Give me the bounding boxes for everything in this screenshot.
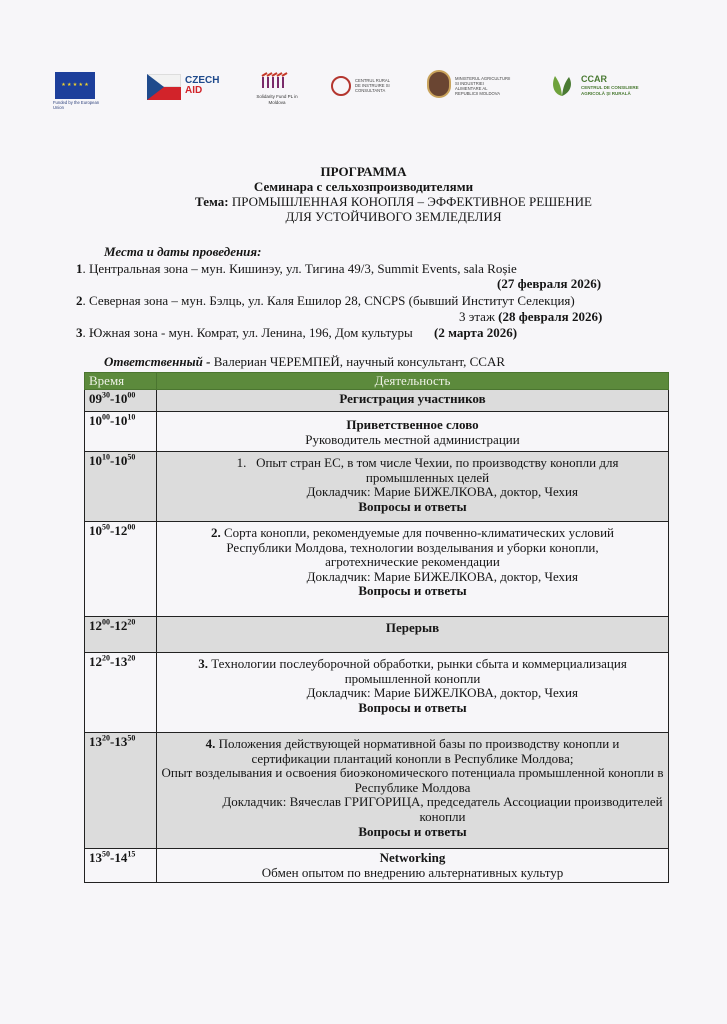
program-subtitle: Семинара с сельхозпроизводителями xyxy=(253,179,474,194)
locations-heading: Места и даты проведения: xyxy=(104,244,262,259)
logo-strip xyxy=(55,70,665,120)
location-item: 3. Южная зона - мун. Комрат, ул. Ленина, 196, Дом культуры (2 марта 2026) xyxy=(76,325,518,340)
table-row xyxy=(85,733,669,849)
program-topic xyxy=(30,195,727,209)
topic-line-2: ДЛЯ УСТОЙЧИВОГО ЗЕМЛЕДЕЛИЯ xyxy=(285,209,502,224)
table-row xyxy=(85,617,669,653)
ccar-caption: CENTRUL DE CONSILIERE AGRICOLĂ ȘI RURALĂ xyxy=(581,85,639,96)
program-table xyxy=(84,372,669,883)
table-header-row xyxy=(85,373,669,390)
table-row xyxy=(85,412,669,452)
activity-cell: 4. Положения действующей нормативной базы по производству конопли и сертификации плантаций конопли в Республике Молдова; Опыт возделывания и освоения биоэкономического потенциала промышленной конопли в Республике Молдова Докладчик: Вячеслав ГРИГОРИЦА, председатель Ассоциации производителей конопли Вопросы и ответы xyxy=(157,733,669,849)
location-date: (2 марта 2026) xyxy=(434,325,518,340)
solidarity-fund-logo xyxy=(256,70,301,118)
czech-flag-icon xyxy=(147,74,181,100)
ccar-leaf-icon xyxy=(549,72,575,98)
eu-logo xyxy=(55,70,105,118)
rural-center-logo xyxy=(331,70,401,118)
col-header-activity: Деятельность xyxy=(157,373,669,390)
location-date: 3 этаж (28 февраля 2026) xyxy=(459,309,603,324)
location-item: 2. Северная зона – мун. Бэлць, ул. Каля Ешилор 28, CNCPS (бывший Институт Селекция) xyxy=(76,293,575,308)
responsible-label: Ответственный - xyxy=(104,354,211,369)
activity-cell: 2. Сорта конопли, рекомендуемые для почвенно-климатических условий Республики Молдова, технологии возделывания и уборки конопли, агротехнические рекомендации Докладчик: Марие БИЖЕЛКОВА, доктор, Чехия Вопросы и ответы xyxy=(157,522,669,617)
topic-line-1: ПРОМЫШЛЕННАЯ КОНОПЛЯ – ЭФФЕКТИВНОЕ РЕШЕНИЕ xyxy=(231,194,592,209)
table-row xyxy=(85,849,669,883)
activity-cell: 3. Технологии послеуборочной обработки, рынки сбыта и коммерциализация промышленной конопли Докладчик: Марие БИЖЕЛКОВА, доктор, Чехия Вопросы и ответы xyxy=(157,653,669,733)
activity-cell: Приветственное слово Руководитель местной администрации xyxy=(157,412,669,452)
time-cell: $13^{50}-14^{15}$ xyxy=(85,849,157,883)
time-cell: $12^{00}-12^{20}$ xyxy=(85,617,157,653)
location-date: (27 февраля 2026) xyxy=(497,276,602,291)
rural-center-icon xyxy=(331,76,351,96)
activity-cell: 1. Опыт стран ЕС, в том числе Чехии, по производству конопли для промышленных целей Докладчик: Марие БИЖЕЛКОВА, доктор, Чехия Вопросы и ответы xyxy=(157,452,669,522)
activity-cell: Регистрация участников xyxy=(157,390,669,412)
ccar-title: CCAR xyxy=(581,74,607,84)
table-row xyxy=(85,390,669,412)
time-cell: $10^{50}-12^{00}$ xyxy=(85,522,157,617)
rural-center-caption: CENTRUL RURAL DE INSTRUIRE SI CONSULTANTA xyxy=(355,78,390,93)
ministry-seal-icon xyxy=(427,70,451,98)
ministry-logo xyxy=(427,70,517,118)
solidarity-icon xyxy=(261,72,289,90)
solidarity-caption: Solidarity Fund PL in Moldova xyxy=(256,94,298,105)
time-cell: $10^{00}-10^{10}$ xyxy=(85,412,157,452)
responsible-person xyxy=(104,354,505,370)
table-row xyxy=(85,452,669,522)
location-item: 1. Центральная зона – мун. Кишинэу, ул. Тигина 49/3, Summit Events, sala Roșie xyxy=(76,261,517,276)
time-cell: $13^{20}-13^{50}$ xyxy=(85,733,157,849)
czech-aid-text-2: AID xyxy=(185,85,203,96)
eu-flag-icon: ★ ★ ★ ★ ★ xyxy=(55,72,95,99)
ministry-caption: MINISTERUL AGRICULTURII SI INDUSTRIEI ALIMENTARE AL REPUBLICII MOLDOVA xyxy=(455,76,511,96)
eu-caption: Funded by the European Union xyxy=(53,100,100,110)
time-cell: $12^{20}-13^{20}$ xyxy=(85,653,157,733)
time-cell: $09^{30}-10^{00}$ xyxy=(85,390,157,412)
time-cell: $10^{10}-10^{50}$ xyxy=(85,452,157,522)
czech-aid-text: CZECH xyxy=(185,75,220,86)
table-row xyxy=(85,522,669,617)
col-header-time: Время xyxy=(85,373,157,390)
activity-cell: Networking Обмен опытом по внедрению альтернативных культур xyxy=(157,849,669,883)
program-title: ПРОГРАММА xyxy=(320,164,407,179)
responsible-text: Валериан ЧЕРЕМПЕЙ, научный консультант, CCAR xyxy=(210,354,506,369)
czech-aid-logo xyxy=(147,70,227,118)
activity-cell: Перерыв xyxy=(157,617,669,653)
topic-label: Тема: xyxy=(195,194,229,209)
table-row xyxy=(85,653,669,733)
ccar-logo xyxy=(549,70,659,118)
